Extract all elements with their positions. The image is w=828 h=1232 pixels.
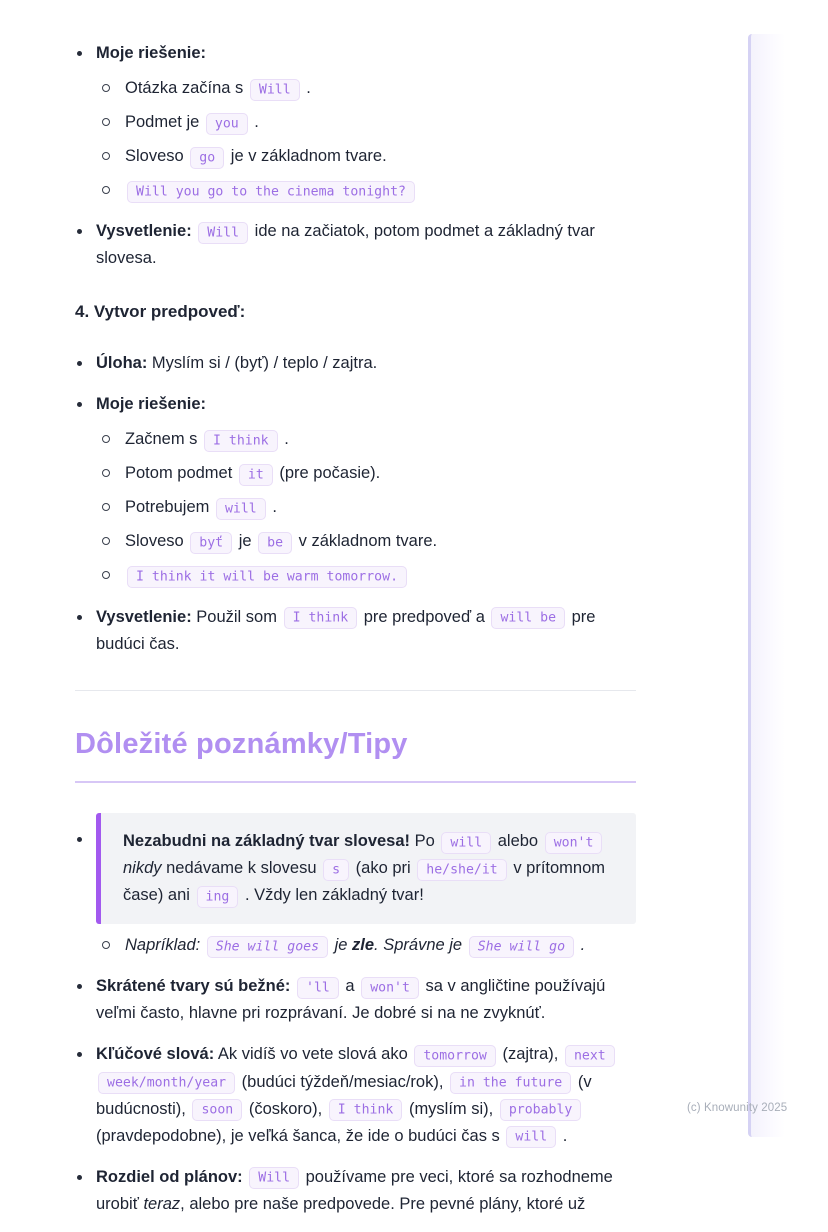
section-heading: Dôležité poznámky/Tipy <box>75 721 636 784</box>
bold-text: Moje riešenie: <box>96 44 207 62</box>
bullet-list <box>75 813 636 1218</box>
callout-text: Nezabudni na základný tvar slovesa! Po will alebo won't nikdy nedávame k slovesu s (ako pri he/she/it v prítomnom čase) ani ing . Vždy len základný tvar! <box>123 828 618 909</box>
list-item <box>75 350 636 377</box>
italic-text: nikdy <box>123 859 162 878</box>
sub-list-item <box>96 75 636 102</box>
code-chip: 'll <box>297 977 339 999</box>
bold-text: Kľúčové slová: <box>96 1045 215 1064</box>
sub-list-item <box>96 143 636 170</box>
callout-box <box>96 813 636 924</box>
list-item <box>75 1041 636 1149</box>
sub-list-item <box>96 109 636 136</box>
code-chip: go <box>190 147 224 169</box>
code-chip: I think <box>284 607 358 629</box>
list-item <box>75 218 636 272</box>
list-item-text: Skrátené tvary sú bežné: 'll a won't sa v angličtine používajú veľmi často, hlavne pri rozprávaní. Je dobré si na ne zvyknúť. <box>96 977 606 1023</box>
section-divider <box>75 690 636 691</box>
sub-bullet-list <box>96 75 636 204</box>
code-chip: be <box>258 532 292 554</box>
list-item <box>75 391 636 589</box>
code-chip: it <box>239 464 273 486</box>
sub-list-item-text <box>125 566 409 584</box>
list-item-text <box>96 44 206 62</box>
code-chip: he/she/it <box>417 859 506 881</box>
italic-text: Napríklad: <box>125 936 205 955</box>
bullet-list <box>75 40 636 272</box>
code-chip: won't <box>545 832 603 854</box>
list-item <box>75 1164 636 1218</box>
sub-list-item <box>96 932 636 959</box>
scrollbar[interactable] <box>748 34 785 1137</box>
code-chip: Will you go to the cinema tonight? <box>127 181 415 203</box>
list-item-text: Kľúčové slová: Ak vidíš vo vete slová ako tomorrow (zajtra), next week/month/year (budúci týždeň/mesiac/rok), in the future (v budúcnosti), soon (čoskoro), I think (myslím si), probably (pravdepodobne), je veľká šanca, že ide o budúci čas s will . <box>96 1045 617 1144</box>
code-chip: byť <box>190 532 232 554</box>
code-chip: ing <box>197 886 239 908</box>
sub-list-item-text: Potrebujem will . <box>125 498 277 516</box>
italic-text: . Správne je <box>374 936 467 955</box>
code-chip: I think <box>204 430 278 452</box>
sub-list-item-text: Otázka začína s Will . <box>125 79 311 97</box>
code-chip: Will <box>250 79 300 101</box>
sub-bullet-list <box>96 932 636 959</box>
bold-text: Vysvetlenie: <box>96 222 192 241</box>
bold-text: Moje riešenie: <box>96 395 207 414</box>
sub-list-item-text: Začnem s I think . <box>125 430 289 448</box>
sub-list-item <box>96 460 636 487</box>
sub-list-item-text: Sloveso go je v základnom tvare. <box>125 147 387 165</box>
sub-list-item <box>96 528 636 555</box>
code-chip: will <box>216 498 266 520</box>
sub-list-item-text: Potom podmet it (pre počasie). <box>125 464 380 482</box>
list-item-text: Vysvetlenie: Will ide na začiatok, potom podmet a základný tvar slovesa. <box>96 222 595 268</box>
bold-text: Rozdiel od plánov: <box>96 1167 243 1186</box>
bold-text: Úloha: <box>96 354 148 373</box>
list-item-text: Rozdiel od plánov: Will používame pre veci, ktoré sa rozhodneme urobiť teraz, alebo pre naše predpovede. Pre pevné plány, ktoré už <box>96 1167 613 1213</box>
code-chip: Will <box>249 1167 299 1189</box>
sub-list-item <box>96 177 636 204</box>
code-chip: She will go <box>469 936 574 958</box>
list-item-text <box>96 395 206 413</box>
list-item-text: Úloha: Myslím si / (byť) / teplo / zajtra. <box>96 354 378 373</box>
sub-list-item-text: Podmet je you . <box>125 113 259 131</box>
sub-list-item <box>96 494 636 521</box>
list-item <box>75 813 636 959</box>
code-chip: soon <box>192 1099 242 1121</box>
copyright-watermark: (c) Knowunity 2025 <box>687 1102 788 1114</box>
subsection-heading: 4. Vytvor predpoveď: <box>75 302 246 322</box>
bold-text: Nezabudni na základný tvar slovesa! <box>123 832 411 851</box>
sub-list-item <box>96 562 636 589</box>
code-chip: I think it will be warm tomorrow. <box>127 566 407 588</box>
code-chip: will <box>506 1126 556 1148</box>
code-chip: in the future <box>450 1072 571 1094</box>
code-chip: tomorrow <box>414 1045 496 1067</box>
sub-list-item-text <box>125 181 417 199</box>
sub-list-item <box>96 426 636 453</box>
code-chip: you <box>206 113 248 135</box>
sub-list-item-text: Sloveso byť je be v základnom tvare. <box>125 532 437 550</box>
list-item-text: Vysvetlenie: Použil som I think pre predpoveď a will be pre budúci čas. <box>96 607 596 653</box>
bold-italic-text: zle <box>352 936 375 955</box>
code-chip: probably <box>500 1099 582 1121</box>
code-chip: next week/month/year <box>98 1045 615 1094</box>
document-content <box>75 26 636 1232</box>
italic-text: . <box>576 936 586 955</box>
code-chip: s <box>323 859 349 881</box>
code-chip: will be <box>491 607 565 629</box>
sub-bullet-list <box>96 426 636 589</box>
italic-text: teraz <box>143 1194 181 1213</box>
bullet-list <box>75 350 636 657</box>
code-chip: Will <box>198 222 248 244</box>
sub-list-item-text <box>125 936 585 954</box>
bold-text: Vysvetlenie: <box>96 607 192 626</box>
code-chip: won't <box>361 977 419 999</box>
code-chip: She will goes <box>207 936 328 958</box>
italic-text: je <box>330 936 353 955</box>
list-item <box>75 604 636 658</box>
code-chip: will <box>441 832 491 854</box>
code-chip: I think <box>329 1099 403 1121</box>
list-item <box>75 973 636 1027</box>
bold-text: Skrátené tvary sú bežné: <box>96 977 291 996</box>
list-item <box>75 40 636 204</box>
